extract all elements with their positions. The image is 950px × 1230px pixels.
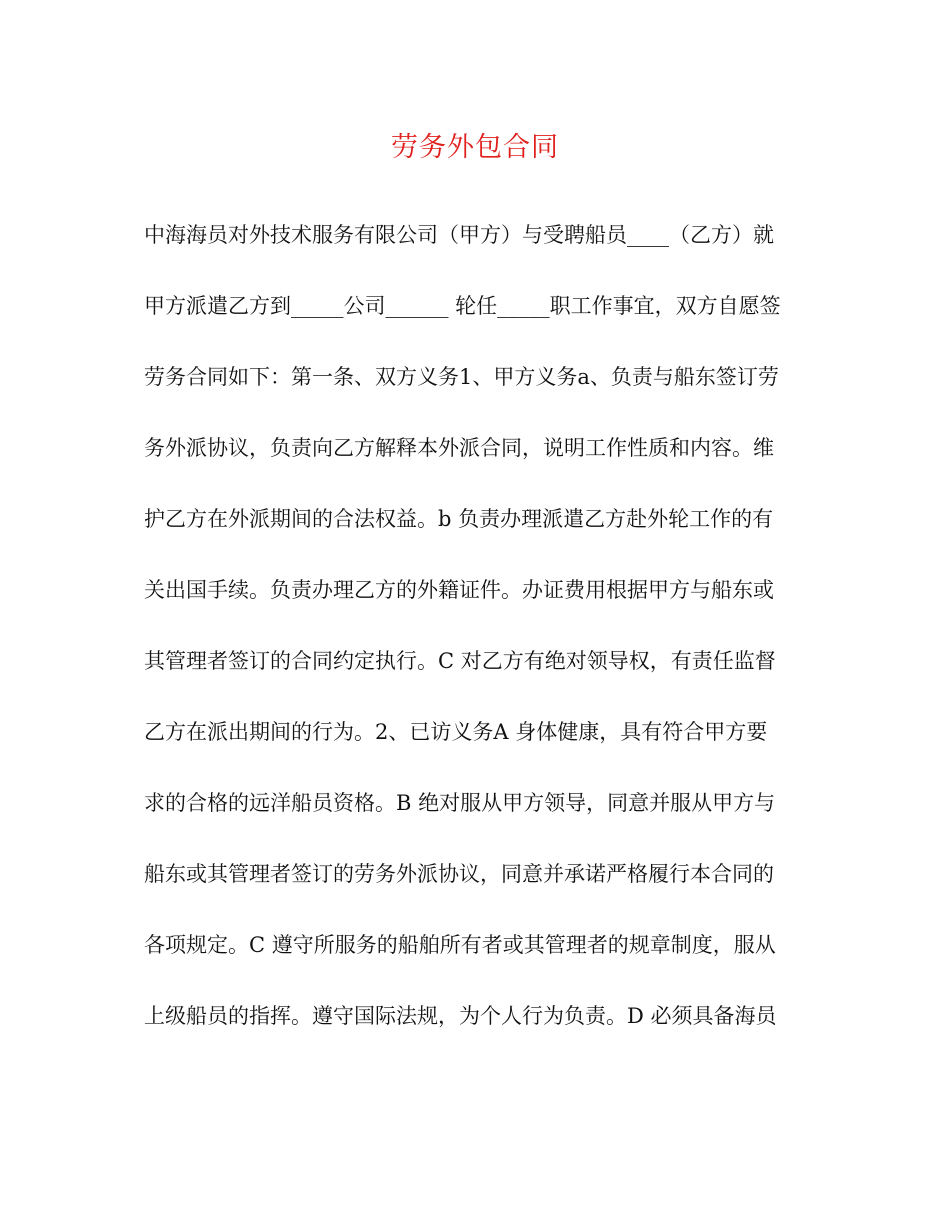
document-title: 劳务外包合同 bbox=[391, 132, 559, 163]
body-line: 中海海员对外技术服务有限公司（甲方）与受聘船员____（乙方）就 bbox=[144, 223, 774, 247]
body-line: 务外派协议，负责向乙方解释本外派合同，说明工作性质和内容。维 bbox=[144, 436, 774, 460]
body-line: 关出国手续。负责办理乙方的外籍证件。办证费用根据甲方与船东或 bbox=[144, 578, 774, 602]
body-line: 求的合格的远洋船员资格。B 绝对服从甲方领导，同意并服从甲方与 bbox=[144, 791, 776, 815]
body-line: 其管理者签订的合同约定执行。C 对乙方有绝对领导权，有责任监督 bbox=[144, 649, 776, 673]
body-line: 劳务合同如下：第一条、双方义务1、甲方义务a、负责与船东签订劳 bbox=[144, 365, 779, 389]
body-line: 各项规定。C 遵守所服务的船舶所有者或其管理者的规章制度，服从 bbox=[144, 933, 776, 957]
body-line: 护乙方在外派期间的合法权益。b 负责办理派遣乙方赴外轮工作的有 bbox=[144, 507, 774, 531]
body-line: 乙方在派出期间的行为。2、已访义务A 身体健康，具有符合甲方要 bbox=[144, 720, 768, 744]
body-line: 上级船员的指挥。遵守国际法规，为个人行为负责。D 必须具备海员 bbox=[144, 1004, 777, 1028]
body-line: 甲方派遣乙方到_____公司______ 轮任_____职工作事宜，双方自愿签 bbox=[144, 294, 781, 318]
body-line: 船东或其管理者签订的劳务外派协议，同意并承诺严格履行本合同的 bbox=[144, 862, 774, 886]
